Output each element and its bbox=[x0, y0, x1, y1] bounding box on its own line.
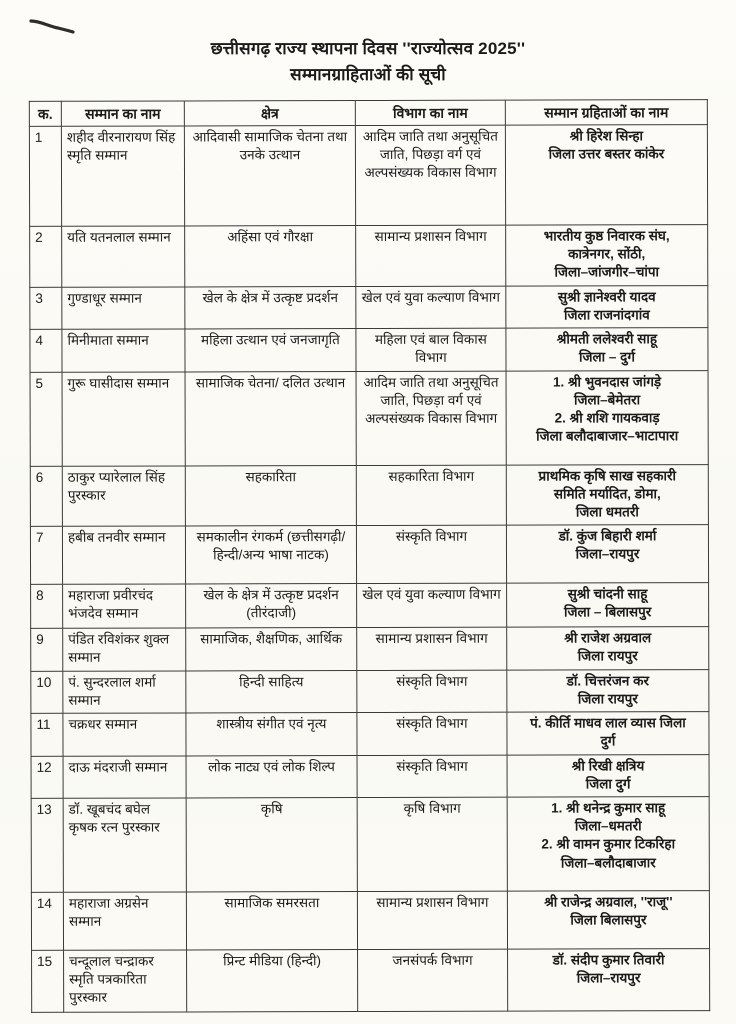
pen-mark bbox=[28, 14, 76, 36]
cell-recipient: 1. श्री भुवनदास जांगड़े जिला–बेमेतरा 2. श्री शशि गायकवाड़ जिला बलौदाबाजार–भाटापारा bbox=[506, 370, 708, 465]
table-row bbox=[31, 797, 709, 893]
title-line-1: छत्तीसगढ़ राज्य स्थापना दिवस ''राज्योत्सव 2025'' bbox=[210, 39, 526, 58]
cell-department: सामान्य प्रशासन विभाग bbox=[356, 225, 506, 286]
table-row bbox=[30, 464, 708, 526]
cell-field: सामाजिक, शैक्षणिक, आर्थिक bbox=[186, 628, 357, 671]
cell-department: कृषि विभाग bbox=[357, 797, 507, 891]
title-line-2: सम्मानग्राहिताओं की सूची bbox=[290, 65, 446, 85]
cell-department: संस्कृति विभाग bbox=[357, 670, 507, 713]
cell-serial: 11 bbox=[31, 713, 63, 756]
cell-department: सहकारिता विभाग bbox=[356, 465, 506, 526]
cell-department: सामान्य प्रशासन विभाग bbox=[357, 627, 507, 670]
cell-department: आदिम जाति तथा अनुसूचित जाति, पिछड़ा वर्ग एवं अल्पसंख्यक विकास विभाग bbox=[355, 125, 505, 225]
cell-serial: 3 bbox=[30, 287, 62, 330]
cell-recipient: श्री रिखी क्षत्रिय जिला दुर्ग bbox=[507, 754, 709, 797]
table-row bbox=[30, 285, 708, 329]
cell-serial: 9 bbox=[31, 628, 63, 671]
cell-recipient: पं. कीर्ति माधव लाल व्यास जिला दुर्ग bbox=[507, 712, 709, 755]
cell-award-name: पंडित रविशंकर शुक्ल सम्मान bbox=[63, 628, 186, 671]
table-row bbox=[30, 525, 708, 585]
col-header-award: सम्मान का नाम bbox=[61, 101, 184, 126]
cell-award-name: चन्दूलाल चन्द्राकर स्मृति पत्रकारिता पुरस्कार bbox=[64, 950, 187, 1012]
table-row bbox=[31, 891, 709, 951]
awards-table bbox=[29, 99, 710, 1013]
cell-field: प्रिन्ट मीडिया (हिन्दी) bbox=[187, 949, 358, 1011]
table-row bbox=[31, 712, 709, 756]
table-row bbox=[31, 754, 709, 798]
cell-department: संस्कृति विभाग bbox=[356, 525, 506, 583]
cell-field: कृषि bbox=[186, 797, 357, 891]
cell-serial: 6 bbox=[30, 466, 62, 527]
cell-department: महिला एवं बाल विकास विभाग bbox=[356, 328, 506, 371]
cell-serial: 4 bbox=[30, 329, 62, 372]
awards-table-body bbox=[29, 125, 709, 1013]
cell-department: खेल एवं युवा कल्याण विभाग bbox=[356, 286, 506, 329]
cell-field: लोक नाट्य एवं लोक शिल्प bbox=[186, 755, 357, 798]
cell-serial: 8 bbox=[31, 584, 63, 628]
cell-department: संस्कृति विभाग bbox=[357, 755, 507, 798]
table-row bbox=[30, 370, 708, 466]
cell-award-name: महाराजा प्रवीरचंद भंजदेव सम्मान bbox=[63, 584, 186, 628]
table-row bbox=[31, 583, 709, 629]
col-header-serial: क. bbox=[29, 101, 61, 126]
cell-field: महिला उत्थान एवं जनजागृति bbox=[185, 329, 356, 372]
cell-field: सामाजिक चेतना/ दलित उत्थान bbox=[185, 371, 356, 465]
cell-award-name: गुण्डाधूर सम्मान bbox=[62, 287, 185, 330]
cell-award-name: दाऊ मंदराजी सम्मान bbox=[63, 755, 186, 798]
awards-table-header bbox=[29, 100, 707, 127]
cell-field: आदिवासी सामाजिक चेतना तथा उनके उत्थान bbox=[184, 126, 355, 226]
cell-recipient: श्रीमती ललेश्वरी साहू जिला – दुर्ग bbox=[506, 328, 708, 371]
cell-award-name: हबीब तनवीर सम्मान bbox=[62, 526, 185, 584]
cell-award-name: ठाकुर प्यारेलाल सिंह पुरस्कार bbox=[62, 466, 185, 527]
cell-serial: 12 bbox=[31, 756, 63, 799]
cell-department: सामान्य प्रशासन विभाग bbox=[357, 891, 507, 949]
cell-department: संस्कृति विभाग bbox=[357, 712, 507, 755]
cell-field: हिन्दी साहित्य bbox=[186, 670, 357, 713]
table-row bbox=[30, 225, 708, 287]
cell-serial: 2 bbox=[30, 226, 62, 287]
cell-award-name: महाराजा अग्रसेन सम्मान bbox=[63, 892, 186, 950]
cell-recipient: सुश्री ज्ञानेश्वरी यादव जिला राजनांदगांव bbox=[506, 285, 708, 328]
cell-department: खेल एवं युवा कल्याण विभाग bbox=[357, 583, 507, 627]
cell-field: सहकारिता bbox=[185, 465, 356, 526]
cell-recipient: श्री राजेन्द्र अग्रवाल, ''राजू'' जिला बिलासपुर bbox=[507, 891, 709, 950]
table-row bbox=[31, 627, 709, 671]
table-row bbox=[32, 949, 710, 1013]
cell-serial: 10 bbox=[31, 671, 63, 714]
cell-recipient: डॉ. कुंज बिहारी शर्मा जिला–रायपुर bbox=[506, 525, 708, 584]
cell-recipient: सुश्री चांदनी साहू जिला – बिलासपुर bbox=[507, 583, 709, 628]
cell-award-name: चक्रधर सम्मान bbox=[63, 713, 186, 756]
cell-award-name: गुरू घासीदास सम्मान bbox=[62, 372, 185, 466]
cell-serial: 15 bbox=[32, 950, 64, 1012]
cell-recipient: श्री राजेश अग्रवाल जिला रायपुर bbox=[507, 627, 709, 670]
cell-field: खेल के क्षेत्र में उत्कृष्ट प्रदर्शन bbox=[185, 286, 356, 329]
cell-department: आदिम जाति तथा अनुसूचित जाति, पिछड़ा वर्ग एवं अल्पसंख्यक विकास विभाग bbox=[356, 371, 506, 465]
cell-award-name: यति यतनलाल सम्मान bbox=[62, 226, 185, 287]
cell-field: शास्त्रीय संगीत एवं नृत्य bbox=[186, 713, 357, 756]
document-title bbox=[0, 36, 736, 89]
col-header-recipient: सम्मान ग्रहिताओं का नाम bbox=[505, 100, 707, 126]
col-header-field: क्षेत्र bbox=[184, 101, 355, 126]
cell-field: खेल के क्षेत्र में उत्कृष्ट प्रदर्शन (तीरंदाजी) bbox=[186, 584, 357, 628]
cell-recipient: श्री हिरेश सिन्हा जिला उत्तर बस्तर कांकेर bbox=[505, 125, 707, 226]
cell-field: अहिंसा एवं गौरक्षा bbox=[185, 226, 356, 287]
col-header-department: विभाग का नाम bbox=[355, 100, 505, 125]
cell-field: सामाजिक समरसता bbox=[186, 891, 357, 949]
table-row bbox=[31, 669, 709, 713]
cell-award-name: डॉ. खूबचंद बघेल कृषक रत्न पुरस्कार bbox=[63, 798, 186, 892]
cell-serial: 7 bbox=[30, 526, 62, 584]
table-row bbox=[30, 328, 708, 372]
cell-recipient: भारतीय कुष्ठ निवारक संघ, कात्रेनगर, सोंठी, जिला–जांजगीर–चांपा bbox=[506, 225, 708, 286]
cell-serial: 5 bbox=[30, 372, 62, 466]
cell-recipient: 1. श्री थनेन्द्र कुमार साहू जिला–धमतरी 2. श्री वामन कुमार टिकरिहा जिला–बलौदाबाजार bbox=[507, 797, 709, 892]
cell-award-name: शहीद वीरनारायण सिंह स्मृति सम्मान bbox=[61, 126, 184, 226]
cell-department: जनसंपर्क विभाग bbox=[358, 949, 508, 1011]
cell-recipient: प्राथमिक कृषि साख सहकारी समिति मर्यादित, डोमा, जिला धमतरी bbox=[506, 464, 708, 525]
table-row bbox=[29, 125, 707, 227]
cell-recipient: डॉ. संदीप कुमार तिवारी जिला–रायपुर bbox=[508, 949, 710, 1012]
cell-award-name: पं. सुन्दरलाल शर्मा सम्मान bbox=[63, 671, 186, 714]
cell-serial: 14 bbox=[31, 892, 63, 950]
cell-serial: 13 bbox=[31, 798, 63, 892]
cell-award-name: मिनीमाता सम्मान bbox=[62, 329, 185, 372]
header-row bbox=[29, 100, 707, 127]
cell-field: समकालीन रंगकर्म (छत्तीसगढ़ी/हिन्दी/अन्य भाषा नाटक) bbox=[185, 526, 356, 584]
cell-recipient: डॉ. चित्तरंजन कर जिला रायपुर bbox=[507, 669, 709, 712]
cell-serial: 1 bbox=[29, 126, 61, 226]
awards-table-container bbox=[29, 99, 709, 1013]
